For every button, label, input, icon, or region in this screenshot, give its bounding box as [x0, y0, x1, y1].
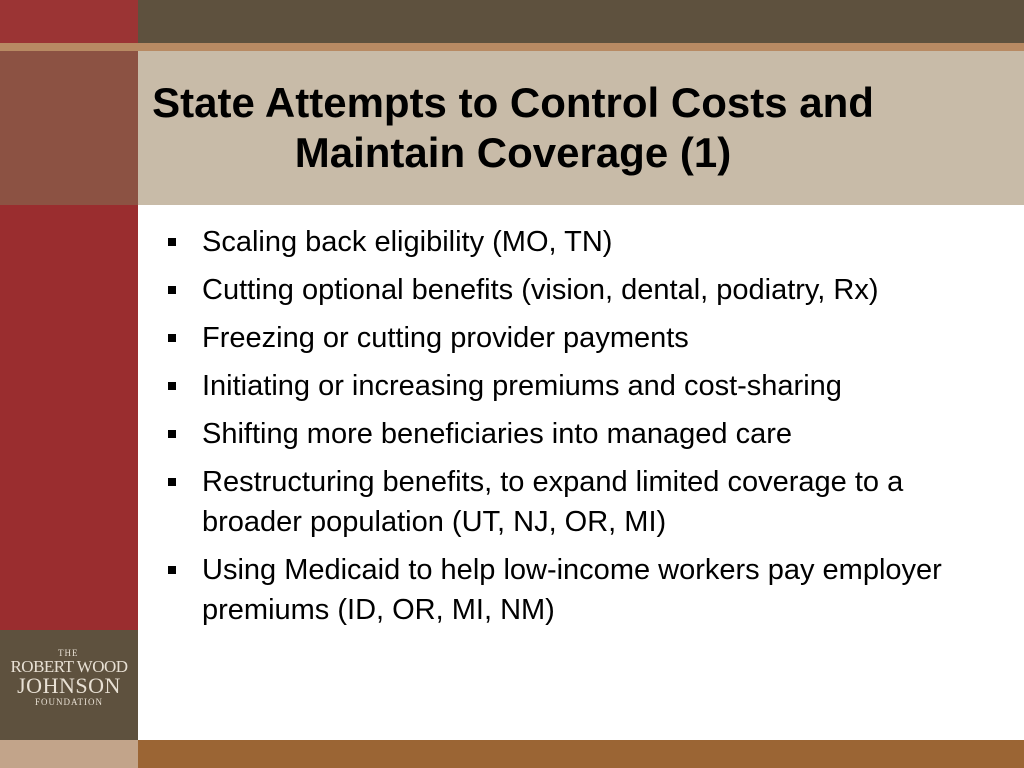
square-bullet-icon [168, 478, 176, 486]
square-bullet-icon [168, 286, 176, 294]
logo-foundation: FOUNDATION [35, 697, 103, 707]
logo-robert-wood: ROBERT WOOD [10, 657, 128, 676]
slide-title-line2: Maintain Coverage (1) [294, 129, 732, 176]
left-bottom-block [0, 740, 138, 768]
bullet-text: Freezing or cutting provider payments [202, 322, 689, 354]
bullet-item [163, 550, 983, 630]
bullet-text: Using Medicaid to help low-income workers pay employer premiums (ID, OR, MI, NM) [202, 554, 942, 626]
bullet-text: Scaling back eligibility (MO, TN) [202, 226, 613, 258]
logo-the: THE [58, 648, 79, 658]
bullet-text: Cutting optional benefits (vision, dental, podiatry, Rx) [202, 274, 879, 306]
square-bullet-icon [168, 334, 176, 342]
bullet-item [163, 414, 983, 454]
bullet-text: Shifting more beneficiaries into managed care [202, 418, 792, 450]
bullet-item [163, 318, 983, 358]
bullet-list [163, 222, 983, 638]
square-bullet-icon [168, 382, 176, 390]
left-top-block [0, 0, 138, 43]
square-bullet-icon [168, 566, 176, 574]
bullet-item [163, 222, 983, 262]
logo-johnson: JOHNSON [17, 673, 121, 698]
left-mid-block [0, 51, 138, 205]
bullet-item [163, 366, 983, 406]
bottom-band [138, 740, 1024, 768]
slide-title [138, 51, 888, 205]
left-red-column [0, 205, 138, 630]
bullet-text: Restructuring benefits, to expand limited coverage to a broader population (UT, NJ, OR, MI) [202, 466, 904, 538]
top-band [138, 0, 1024, 43]
top-stripe [138, 43, 1024, 51]
left-stripe [0, 43, 138, 51]
bullet-text: Initiating or increasing premiums and cost-sharing [202, 370, 842, 402]
bullet-item [163, 270, 983, 310]
square-bullet-icon [168, 430, 176, 438]
slide-title-line1: State Attempts to Control Costs and [152, 79, 874, 126]
square-bullet-icon [168, 238, 176, 246]
bullet-item [163, 462, 983, 542]
foundation-logo [0, 648, 138, 718]
